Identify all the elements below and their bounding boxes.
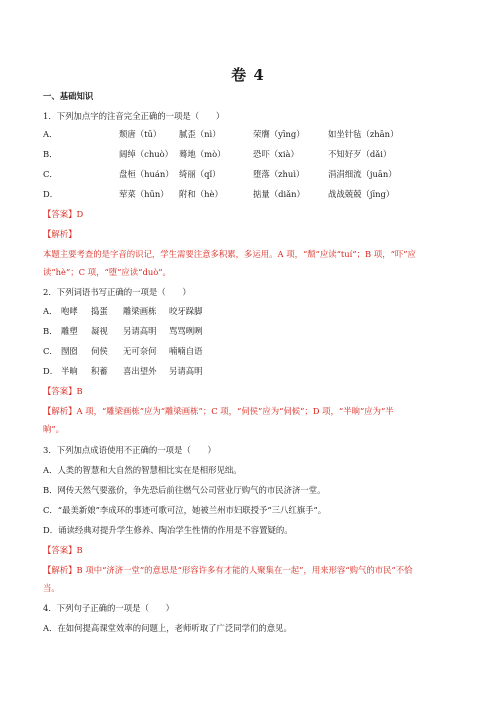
question-3-option-b [43, 484, 326, 496]
question-1-option-a [43, 128, 399, 140]
question-2-option-b [43, 325, 203, 337]
option-cell: 颓唐（tū） [119, 129, 162, 139]
question-1-stem: 1．下列加点字的注音完全正确的一项是（ ） [43, 111, 225, 121]
question-2-stem: 2．下列词语书写正确的一项是（ ） [43, 287, 191, 297]
option-cell: 半晌 [61, 366, 78, 376]
option-cell: 另请高明 [169, 366, 203, 376]
option-cell: 掂量（diǎn） [253, 189, 305, 199]
question-1-analysis-line-1: 本题主要考查的是字音的识记，学生需要注意多积累，多运用。A 项，“颓”应读“tuí”；B 项，“吓”应 [43, 249, 416, 259]
option-cell: 喜出望外 [123, 366, 157, 376]
question-1-analysis-label: 【解析】 [43, 229, 77, 239]
question-4-stem: 4．下列句子正确的一项是（ ） [43, 603, 174, 613]
question-1-option-c [43, 168, 397, 180]
option-cell: 绮丽（qǐ） [179, 169, 221, 179]
option-cell: 雕梁画栋 [123, 306, 157, 316]
question-3-analysis-line-1: 【解析】B 项中“济济一堂”的意思是“形容许多有才能的人聚集在一起”，用来形容“购气的市民”不恰 [43, 565, 413, 575]
option-letter: A． [43, 465, 58, 475]
section-heading: 一、基础知识 [43, 91, 94, 101]
option-letter: A． [43, 623, 58, 633]
option-letter: C． [43, 169, 58, 179]
question-2-analysis-line-1: 【解析】A 项，“雕梁画栋”应为“雕梁画栋”；C 项，“伺侯”应为“伺候”；D 项，“半晌”应为“半 [43, 406, 394, 416]
option-cell: 囫囵 [61, 346, 78, 356]
option-cell: 无可奈何 [123, 346, 157, 356]
option-cell: 涓涓细流（juān） [328, 169, 397, 179]
option-cell: 凝视 [91, 326, 108, 336]
option-letter: C． [43, 505, 58, 515]
option-cell: 附和（hè） [179, 189, 223, 199]
option-cell: 骂骂咧咧 [169, 326, 203, 336]
question-1-option-d [43, 188, 395, 200]
option-letter: D． [43, 366, 59, 376]
option-cell: 雕塑 [61, 326, 78, 336]
option-cell: 恐吓（xià） [253, 149, 299, 159]
page-title: 卷 4 [231, 66, 265, 84]
question-2-option-d [43, 365, 203, 377]
option-cell: 堕落（zhuì） [253, 169, 305, 179]
question-1-analysis-line-2: 读“hè”；C 项，“堕”应读“duò”。 [43, 267, 171, 277]
option-cell: 咆哮 [61, 306, 78, 316]
question-2-answer: 【答案】B [43, 386, 83, 396]
question-4-option-a [43, 622, 292, 634]
question-2-option-a [43, 305, 203, 317]
option-cell: 积蓄 [91, 366, 108, 376]
option-text: 诵读经典对提升学生修养、陶冶学生性情的作用是不容置疑的。 [58, 525, 293, 535]
option-cell: 阔绰（chuò） [119, 149, 174, 159]
question-3-analysis-line-2: 当。 [43, 583, 60, 593]
option-letter: C． [43, 346, 58, 356]
option-cell: 盘桓（huán） [119, 169, 174, 179]
question-1-option-b [43, 148, 392, 160]
option-cell: 荤菜（hūn） [119, 189, 169, 199]
option-text: 网传天然气要涨价，争先恐后前往燃气公司营业厅购气的市民济济一堂。 [57, 485, 326, 495]
option-cell: 捣蛋 [91, 306, 108, 316]
option-letter: B． [43, 149, 58, 159]
question-3-answer: 【答案】B [43, 545, 83, 555]
option-cell: 荣膺（yīng） [253, 129, 305, 139]
option-letter: B． [43, 326, 58, 336]
question-3-option-a [43, 464, 242, 476]
option-letter: B． [43, 485, 58, 495]
question-2-option-c [43, 345, 203, 357]
question-1-answer: 【答案】D [43, 209, 84, 219]
option-text: 在如何提高课堂效率的问题上，老师听取了广泛同学们的意见。 [57, 623, 292, 633]
option-cell: 咬牙跺脚 [169, 306, 203, 316]
option-cell: 战战兢兢（jīng） [328, 189, 395, 199]
option-cell: 另请高明 [123, 326, 157, 336]
option-cell: 腻歪（nì） [179, 129, 221, 139]
question-2-analysis-line-2: 晌”。 [43, 424, 65, 434]
question-3-option-c [43, 504, 326, 516]
option-cell: 不知好歹（dǎi） [328, 149, 392, 159]
option-letter: A． [43, 129, 58, 139]
option-text: “最美新娘”李成环的事迹可歌可泣，她被兰州市妇联授予“三八红旗手”。 [57, 505, 327, 515]
option-text: 人类的智慧和大自然的智慧相比实在是相形见绌。 [57, 465, 242, 475]
option-cell: 如坐针毡（zhān） [328, 129, 399, 139]
option-letter: D． [43, 189, 59, 199]
option-cell: 蓦地（mò） [179, 149, 226, 159]
question-3-stem: 3．下列加点成语使用不正确的一项是（ ） [43, 445, 216, 455]
option-letter: A． [43, 306, 58, 316]
option-letter: D． [43, 525, 59, 535]
option-cell: 喃喃自语 [169, 346, 203, 356]
option-cell: 伺侯 [91, 346, 108, 356]
question-3-option-d [43, 524, 293, 536]
